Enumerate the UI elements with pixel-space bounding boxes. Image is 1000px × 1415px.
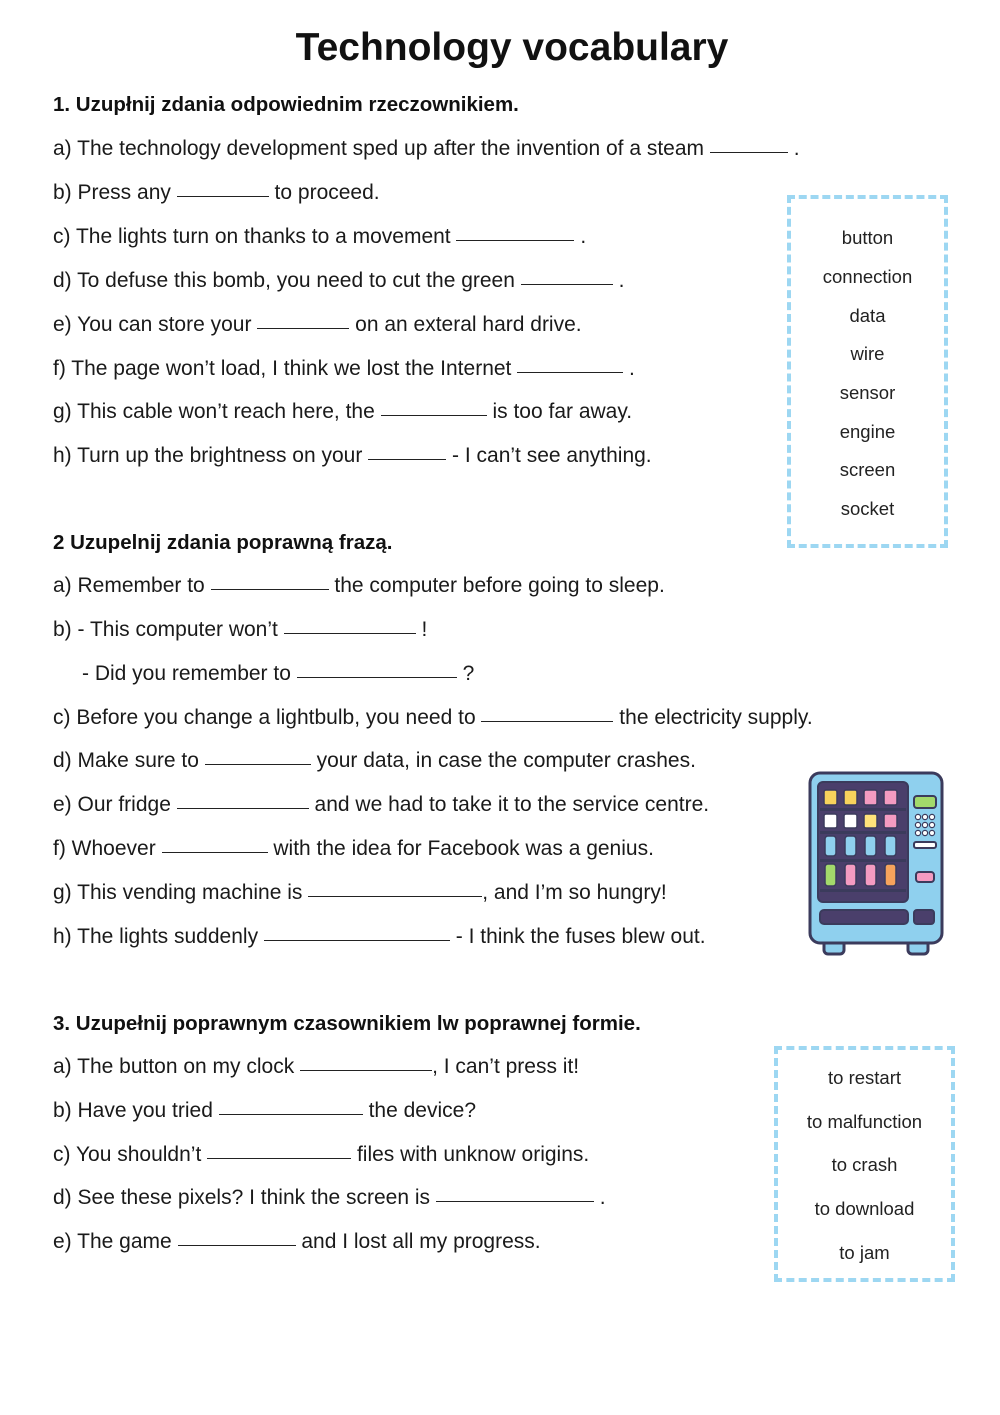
word-bank-item: screen — [839, 459, 896, 480]
answer-blank[interactable] — [521, 283, 613, 285]
answer-blank[interactable] — [481, 720, 613, 722]
s1-item-a: a) The technology development sped up after the invention of a steam . — [53, 137, 800, 160]
answer-blank[interactable] — [264, 939, 450, 941]
s1-item-e: e) You can store your on an exteral hard drive. — [53, 313, 582, 336]
word-bank-3 — [774, 1046, 955, 1282]
answer-blank[interactable] — [211, 588, 329, 590]
s1-item-c: c) The lights turn on thanks to a movement . — [53, 225, 587, 248]
answer-blank[interactable] — [284, 632, 416, 634]
answer-blank[interactable] — [162, 851, 268, 853]
word-bank-item: to crash — [831, 1154, 898, 1175]
answer-blank[interactable] — [257, 327, 349, 329]
word-bank-item: button — [841, 227, 894, 248]
answer-blank[interactable] — [300, 1069, 432, 1071]
word-bank-item: connection — [822, 266, 913, 287]
answer-blank[interactable] — [381, 414, 487, 416]
s2-item-h: h) The lights suddenly - I think the fuses blew out. — [53, 925, 706, 948]
s2-item-f: f) Whoever with the idea for Facebook was a genius. — [53, 837, 654, 860]
answer-blank[interactable] — [177, 807, 309, 809]
s2-item-a: a) Remember to the computer before going to sleep. — [53, 574, 665, 597]
answer-blank[interactable] — [436, 1200, 594, 1202]
s3-item-e: e) The game and I lost all my progress. — [53, 1230, 541, 1253]
answer-blank[interactable] — [368, 458, 446, 460]
word-bank-item: to restart — [828, 1067, 901, 1088]
s2-item-g: g) This vending machine is , and I’m so hungry! — [53, 881, 667, 904]
s1-item-g: g) This cable won’t reach here, the is too far away. — [53, 400, 633, 423]
s2-item-e: e) Our fridge and we had to take it to the service centre. — [53, 793, 710, 816]
answer-blank[interactable] — [178, 1244, 296, 1246]
word-bank-item: to download — [814, 1198, 915, 1219]
s2-item-c: c) Before you change a lightbulb, you need to the electricity supply. — [53, 706, 813, 729]
s3-item-d: d) See these pixels? I think the screen is . — [53, 1186, 606, 1209]
answer-blank[interactable] — [205, 763, 311, 765]
s2-item-b2: - Did you remember to ? — [82, 662, 475, 685]
s1-item-b: b) Press any to proceed. — [53, 181, 380, 204]
word-bank-1 — [787, 195, 948, 548]
word-bank-item: wire — [850, 343, 885, 364]
answer-blank[interactable] — [177, 195, 269, 197]
s2-item-d: d) Make sure to your data, in case the computer crashes. — [53, 749, 696, 772]
section3-heading: 3. Uzupełnij poprawnym czasownikiem lw poprawnej formie. — [53, 1012, 641, 1035]
s1-item-d: d) To defuse this bomb, you need to cut the green . — [53, 269, 625, 292]
word-bank-item: to malfunction — [806, 1111, 923, 1132]
page-title: Technology vocabulary — [295, 26, 729, 69]
s2-item-b: b) - This computer won’t ! — [53, 618, 428, 641]
word-bank-item: data — [849, 305, 886, 326]
answer-blank[interactable] — [219, 1113, 363, 1115]
answer-blank[interactable] — [297, 676, 457, 678]
s1-item-f: f) The page won’t load, I think we lost the Internet . — [53, 357, 635, 380]
s3-item-a: a) The button on my clock , I can’t press it! — [53, 1055, 580, 1078]
s1-item-h: h) Turn up the brightness on your - I can’t see anything. — [53, 444, 652, 467]
word-bank-item: sensor — [839, 382, 896, 403]
answer-blank[interactable] — [710, 151, 788, 153]
s3-item-c: c) You shouldn’t files with unknow origins. — [53, 1143, 590, 1166]
answer-blank[interactable] — [308, 895, 482, 897]
vending-machine-icon — [806, 770, 946, 956]
answer-blank[interactable] — [517, 371, 623, 373]
answer-blank[interactable] — [207, 1157, 351, 1159]
section2-heading: 2 Uzupelnij zdania poprawną frazą. — [53, 531, 393, 554]
word-bank-item: socket — [840, 498, 895, 519]
section1-heading: 1. Uzupłnij zdania odpowiednim rzeczownikiem. — [53, 93, 519, 116]
answer-blank[interactable] — [456, 239, 574, 241]
s3-item-b: b) Have you tried the device? — [53, 1099, 476, 1122]
word-bank-item: to jam — [839, 1242, 890, 1263]
word-bank-item: engine — [839, 421, 896, 442]
